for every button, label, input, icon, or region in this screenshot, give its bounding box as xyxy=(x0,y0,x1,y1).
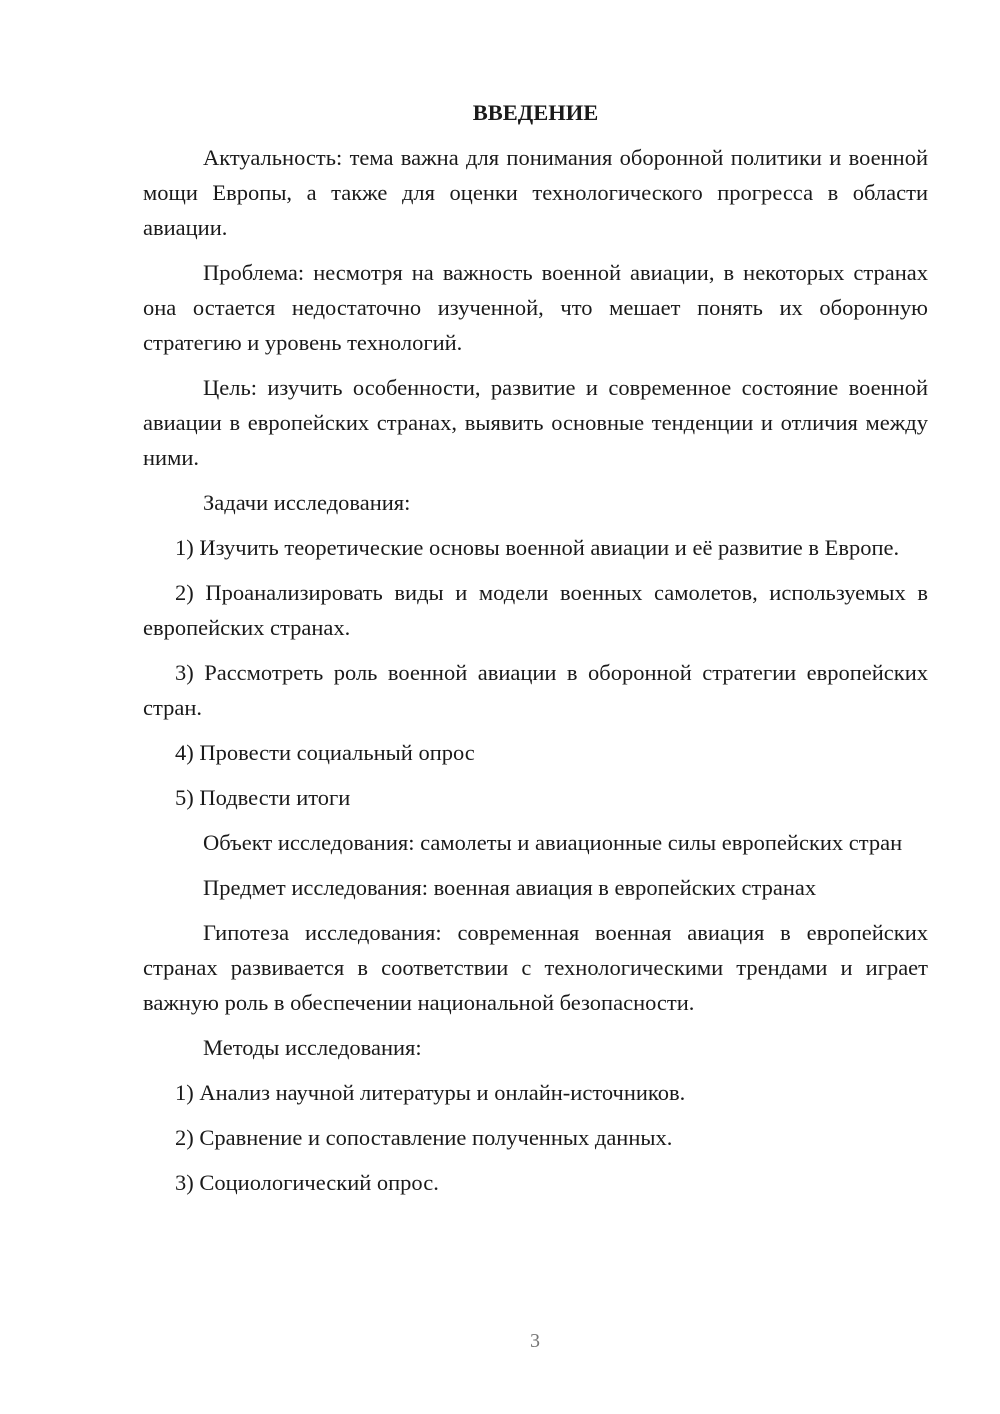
tasks-title: Задачи исследования: xyxy=(203,490,411,515)
object-paragraph: Объект исследования: самолеты и авиационные силы европейских стран xyxy=(203,830,903,855)
method-item-3: 3) Социологический опрос. xyxy=(175,1170,439,1195)
hypothesis-paragraph: Гипотеза исследования: современная военная авиация в европейских странах развивается в соответствии с технологическими трендами и играет важную роль в обеспечении национальной безопасности. xyxy=(143,920,928,1015)
task-item-3: 3) Рассмотреть роль военной авиации в оборонной стратегии европейских стран. xyxy=(143,660,928,720)
page-number: 3 xyxy=(530,1330,540,1352)
page-title: ВВЕДЕНИЕ xyxy=(472,100,599,125)
goal-paragraph: Цель: изучить особенности, развитие и современное состояние военной авиации в европейских странах, выявить основные тенденции и отличия между ними. xyxy=(143,375,928,470)
relevance-paragraph: Актуальность: тема важна для понимания оборонной политики и военной мощи Европы, а также для оценки технологического прогресса в области авиации. xyxy=(143,145,928,240)
methods-title: Методы исследования: xyxy=(203,1035,422,1060)
task-item-2: 2) Проанализировать виды и модели военных самолетов, используемых в европейских странах. xyxy=(143,580,928,640)
problem-paragraph: Проблема: несмотря на важность военной авиации, в некоторых странах она остается недостаточно изученной, что мешает понять их оборонную стратегию и уровень технологий. xyxy=(143,260,928,355)
subject-paragraph: Предмет исследования: военная авиация в европейских странах xyxy=(203,875,817,900)
task-item-4: 4) Провести социальный опрос xyxy=(175,740,475,765)
document-body xyxy=(143,95,928,1210)
task-item-1: 1) Изучить теоретические основы военной авиации и её развитие в Европе. xyxy=(175,535,900,560)
task-item-5: 5) Подвести итоги xyxy=(175,785,351,810)
method-item-2: 2) Сравнение и сопоставление полученных данных. xyxy=(175,1125,673,1150)
method-item-1: 1) Анализ научной литературы и онлайн-источников. xyxy=(175,1080,686,1105)
